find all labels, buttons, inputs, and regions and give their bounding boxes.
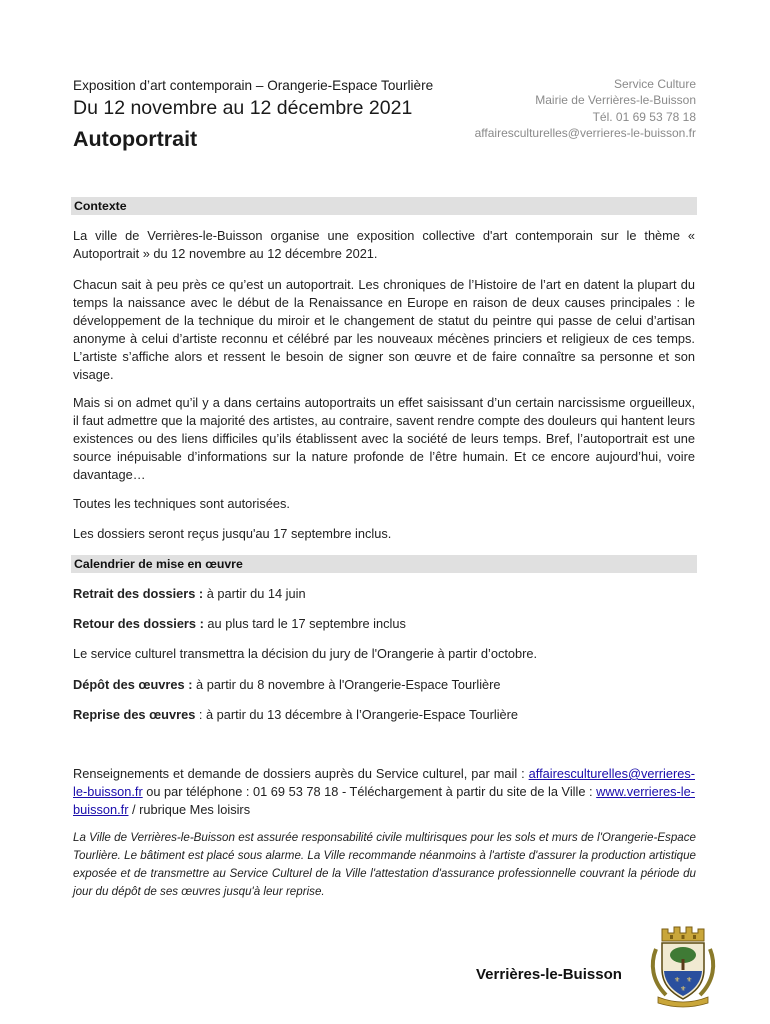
- renseignements-text-before: Renseignements et demande de dossiers auprès du Service culturel, par mail :: [73, 766, 529, 781]
- exhibition-dates: Du 12 novembre au 12 décembre 2021: [73, 97, 413, 119]
- contexte-paragraph-4: Toutes les techniques sont autorisées.: [73, 496, 290, 511]
- contact-email: affairesculturelles@verrieres-le-buisson.fr: [474, 125, 696, 140]
- depot-value: à partir du 8 novembre à l'Orangerie-Espace Tourlière: [192, 677, 501, 692]
- contexte-paragraph-2: Chacun sait à peu près ce qu’est un autoportrait. Les chroniques de l’Histoire de l’art en datent la plupart du temps la naissance avec le début de la Renaissance en Europe en raison de deux causes principales : le développement de la technique du miroir et le changement de statut du peintre qui passe de celui d’artisan anonyme à celui d’artiste reconnu et célébré par les nouveaux mécènes princiers et religieux de ces temps. L’artiste s’affiche alors et ressent le besoin de signer son œuvre et de faire connaître sa personne et son visage.: [73, 277, 695, 382]
- calendrier-jury: Le service culturel transmettra la décision du jury de l'Orangerie à partir d’octobre.: [73, 646, 538, 661]
- svg-text:⚜: ⚜: [680, 985, 687, 993]
- page-title: Autoportrait: [73, 127, 198, 151]
- contact-mairie: Mairie de Verrières-le-Buisson: [535, 93, 696, 108]
- contact-phone: Tél. 01 69 53 78 18: [592, 109, 696, 124]
- exhibition-line: Exposition d’art contemporain – Orangerie-Espace Tourlière: [73, 78, 434, 93]
- reprise-value: : à partir du 13 décembre à l’Orangerie-Espace Tourlière: [195, 707, 519, 722]
- email-link[interactable]: affairesculturelles@verrieres-le-buisson.fr: [73, 766, 695, 799]
- document-header: [73, 77, 513, 152]
- calendrier-retrait: [73, 585, 695, 603]
- website-link[interactable]: www.verrieres-le-buisson.fr: [73, 784, 695, 817]
- svg-text:⚜: ⚜: [686, 976, 693, 984]
- retour-value: au plus tard le 17 septembre inclus: [203, 616, 406, 631]
- reprise-label: Reprise des œuvres: [73, 707, 196, 722]
- contact-service: Service Culture: [613, 77, 696, 91]
- section-header-calendrier: Calendrier de mise en œuvre: [71, 555, 697, 573]
- contexte-paragraph-3: Mais si on admet qu’il y a dans certains autoportraits un effet saisissant d’un certain narcissisme orgueilleux, il faut admettre que la majorité des artistes, au contraire, savent rendre compte des douleurs qui hantent leurs existences ou des liens difficiles qu’ils établissent avec la société de leurs temps. Bref, l’autoportrait est une source inépuisable d’informations sur la nature profonde de l’être humain. Et ce encore aujourd’hui, voire davantage…: [73, 395, 695, 482]
- retrait-value: à partir du 14 juin: [203, 586, 306, 601]
- depot-label: Dépôt des œuvres :: [73, 677, 193, 692]
- town-name: Verrières-le-Buisson: [476, 966, 622, 983]
- calendrier-depot: [73, 676, 695, 694]
- contexte-paragraph-5: Les dossiers seront reçus jusqu'au 17 septembre inclus.: [73, 526, 392, 541]
- town-crest-icon: [648, 919, 718, 1009]
- calendrier-retour: [73, 615, 695, 633]
- renseignements-text-middle: ou par téléphone : 01 69 53 78 18 - Téléchargement à partir du site de la Ville :: [142, 784, 597, 799]
- svg-text:⚜: ⚜: [674, 976, 681, 984]
- retrait-label: Retrait des dossiers :: [73, 586, 204, 601]
- renseignements-text-after: / rubrique Mes loisirs: [128, 802, 251, 817]
- retour-label: Retour des dossiers :: [73, 616, 204, 631]
- contexte-paragraph-1: La ville de Verrières-le-Buisson organise une exposition collective d'art contemporain sur le thème « Autoportrait » du 12 novembre au 12 décembre 2021.: [73, 228, 695, 261]
- contact-block: [475, 76, 696, 141]
- insurance-disclaimer: La Ville de Verrières-le-Buisson est assurée responsabilité civile multirisques pour les sols et murs de l'Orangerie-Espace Tourlière. Le bâtiment est placé sous alarme. La Ville recommande néanmoins à l'artiste d'assurer la production artistique exposée et de transmettre au Service Culturel de la Ville l'attestation d'assurance professionnelle couvrant la période du jour du dépôt de ses œuvres jusqu'à leur reprise.: [73, 831, 696, 898]
- renseignements-paragraph: [73, 765, 695, 819]
- section-header-contexte: Contexte: [71, 197, 697, 215]
- calendrier-reprise: [73, 706, 695, 724]
